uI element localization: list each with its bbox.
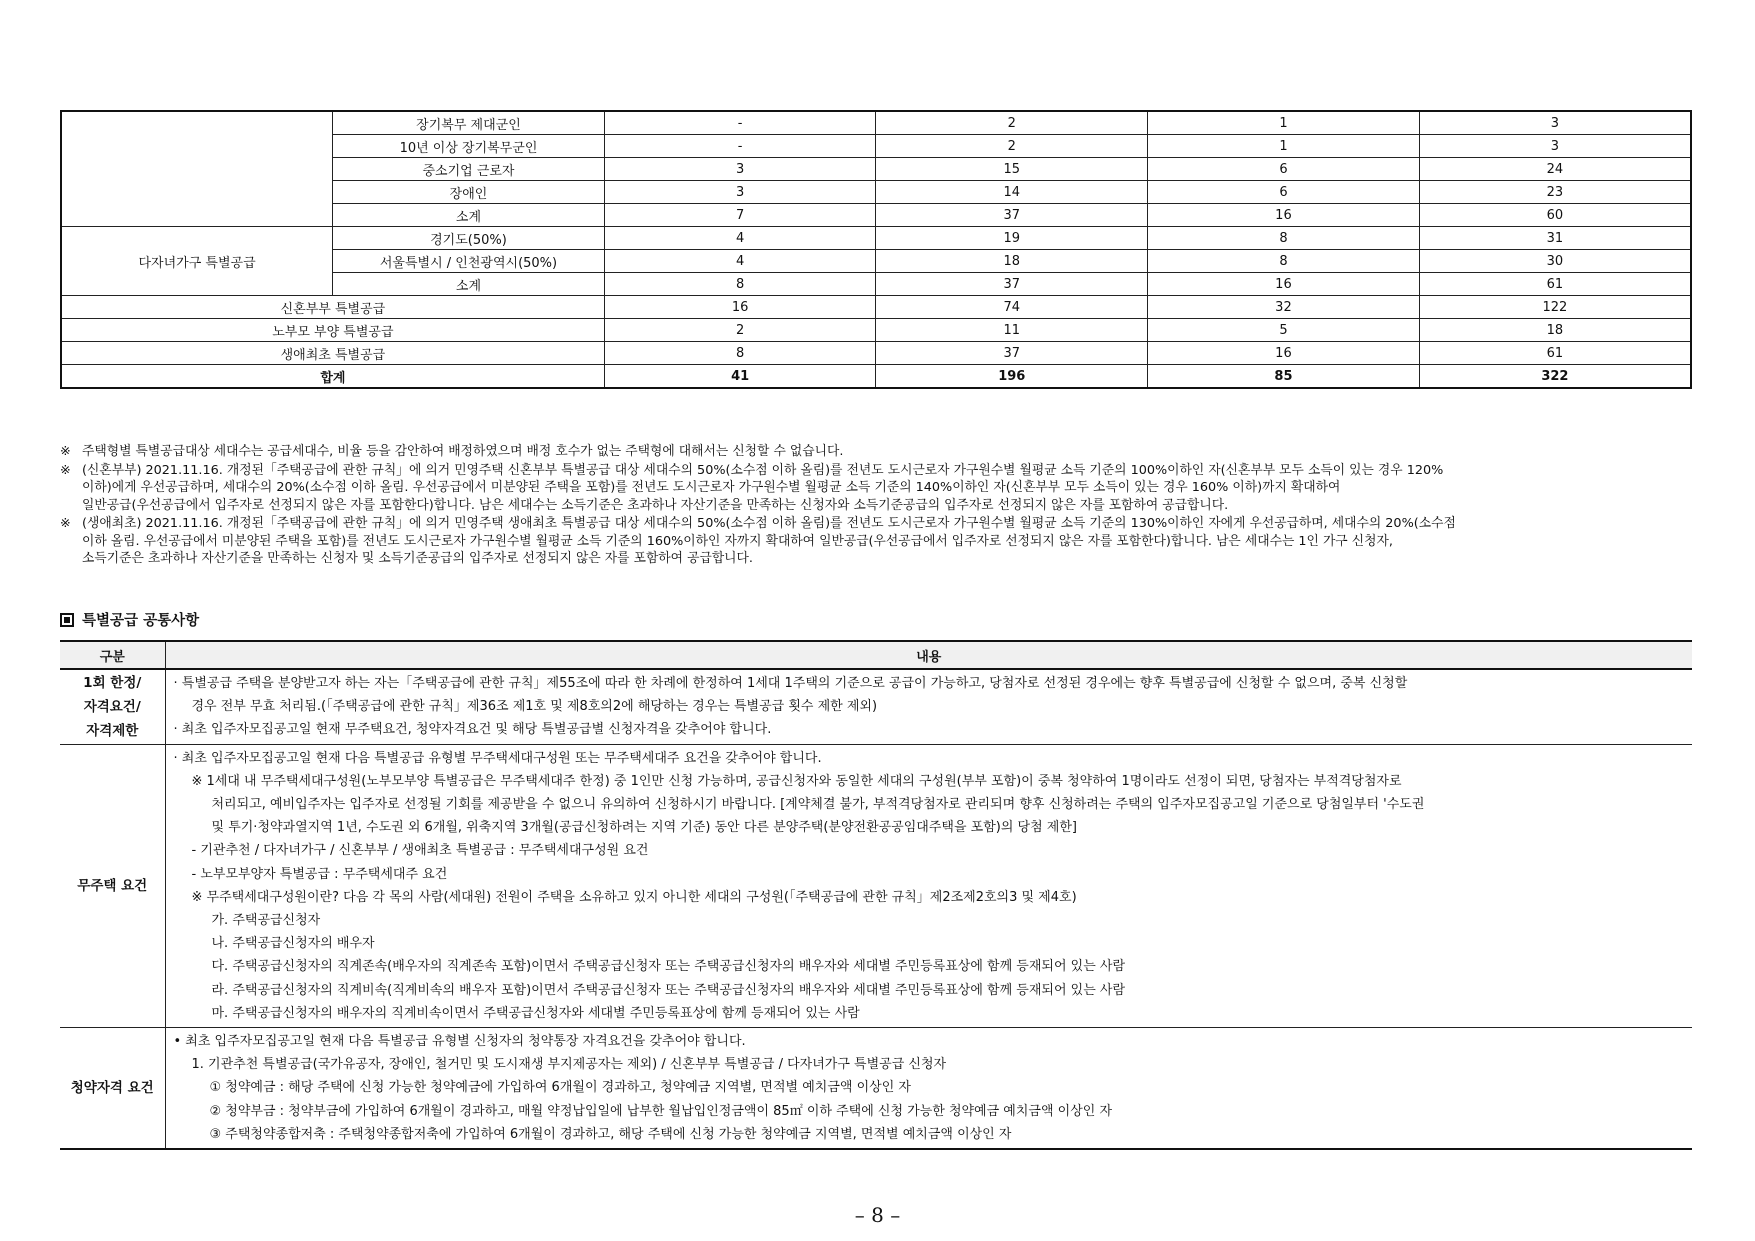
content-line: - 기관추천 / 다자녀가구 / 신혼부부 / 생애최초 특별공급 : 무주택세대구성원 요건 [191, 843, 649, 859]
category-cell: 무주택 요건 [60, 744, 165, 1027]
value-cell: 8 [604, 273, 876, 296]
content-line: • 최초 입주자모집공고일 현재 다음 특별공급 유형별 신청자의 청약통장 자격요건을 갖추어야 합니다. [173, 1034, 746, 1050]
content-line: 라. 주택공급신청자의 직계비속(직계비속의 배우자 포함)이면서 주택공급신청자 또는 주택공급신청자의 배우자와 세대별 주민등록표상에 함께 등재되어 있는 사람 [211, 982, 1126, 998]
category-cell: 노부모 부양 특별공급 [61, 319, 604, 342]
value-cell: 3 [604, 181, 876, 204]
value-cell: 24 [1419, 158, 1691, 181]
note-item [60, 515, 1710, 568]
content-line: 및 투기·청약과열지역 1년, 수도권 외 6개월, 위축지역 3개월(공급신청하려는 지역 기준) 동안 다른 분양주택(분양전환공공임대주택을 포함)의 당첨 제한] [211, 820, 1077, 836]
value-cell: 85 [1148, 365, 1420, 389]
value-cell: 32 [1148, 296, 1420, 319]
value-cell: 11 [876, 319, 1148, 342]
note-mark: ※ [60, 516, 71, 531]
value-cell: 2 [876, 135, 1148, 158]
content-line: ① 청약예금 : 해당 주택에 신청 가능한 청약예금에 가입하여 6개월이 경과하고, 청약예금 지역별, 면적별 예치금액 이상인 자 [209, 1080, 911, 1096]
value-cell: 3 [604, 158, 876, 181]
value-cell: 41 [604, 365, 876, 389]
content-line: · 특별공급 주택을 분양받고자 하는 자는「주택공급에 관한 규칙」제55조에 따라 한 차례에 한정하여 1세대 1주택의 기준으로 공급이 가능하고, 당첨자로 선정된 경우에는 향후 특별공급에 신청할 수 없으며, 중복 신청할 [173, 676, 1408, 691]
category-cell: 청약자격 요건 [60, 1028, 165, 1150]
category-cell: 생애최초 특별공급 [61, 342, 604, 365]
value-cell: 6 [1148, 181, 1420, 204]
value-cell: 3 [1419, 135, 1691, 158]
table-row [61, 342, 1691, 365]
value-cell: 30 [1419, 250, 1691, 273]
table-row [61, 111, 1691, 135]
category-cell: 1회 한정/ 자격요건/ 자격제한 [60, 669, 165, 744]
value-cell: 61 [1419, 273, 1691, 296]
content-cell [165, 744, 1692, 1027]
value-cell: 60 [1419, 204, 1691, 227]
note-mark: ※ [60, 444, 71, 459]
value-cell: 196 [876, 365, 1148, 389]
note-item [60, 462, 1710, 515]
section-title-text: 특별공급 공통사항 [82, 613, 200, 629]
content-line: 가. 주택공급신청자 [211, 913, 321, 929]
category-cell: 합계 [61, 365, 604, 389]
subcategory-cell: 장기복무 제대군인 [333, 111, 605, 135]
table-row [61, 296, 1691, 319]
value-cell: 37 [876, 342, 1148, 365]
value-cell: 74 [876, 296, 1148, 319]
value-cell: 4 [604, 250, 876, 273]
subcategory-cell: 소계 [333, 204, 605, 227]
header-category: 구분 [60, 641, 165, 669]
value-cell: 2 [604, 319, 876, 342]
value-cell: 8 [604, 342, 876, 365]
value-cell: 1 [1148, 135, 1420, 158]
value-cell: 14 [876, 181, 1148, 204]
category-cell: 신혼부부 특별공급 [61, 296, 604, 319]
subcategory-cell: 소계 [333, 273, 605, 296]
note-text: (생애최초) 2021.11.16. 개정된「주택공급에 관한 규칙」에 의거 민영주택 생애최초 특별공급 대상 세대수의 50%(소수점 이하 올림)를 전년도 도시근로자 가구원수별 월평균 소득 기준의 130%이하인 자에게 우선공급하며, 세대수의 20%(소수점 이하 올림. 우선공급에서 미분양된 주택을 포함)를 전년도 도시근로자 가구원수별 월평균 소득 기준의 160%이하인 자까지 확대하여 일반공급(우선공급에서 입주자로 선정되지 않은 자를 포함한다)합니다. 남은 세대수는 1인 가구 신청자, 소득기준은 초과하나 자산기준을 만족하는 신청자 및 소득기준공급의 입주자로 선정되지 않은 자를 포함하여 공급합니다. [82, 516, 1456, 566]
common-requirements-table [60, 640, 1692, 1150]
note-mark: ※ [60, 462, 71, 478]
content-line: 1. 기관추천 특별공급(국가유공자, 장애인, 철거민 및 도시재생 부지제공자는 제외) / 신혼부부 특별공급 / 다자녀가구 특별공급 신청자 [191, 1057, 947, 1073]
content-line: 마. 주택공급신청자의 배우자의 직계비속이면서 주택공급신청자와 세대별 주민등록표상에 함께 등재되어 있는 사람 [211, 1005, 860, 1021]
value-cell: 2 [876, 111, 1148, 135]
value-cell: 5 [1148, 319, 1420, 342]
subcategory-cell: 10년 이상 장기복무군인 [333, 135, 605, 158]
total-row [61, 365, 1691, 389]
group-cell: 다자녀가구 특별공급 [61, 227, 333, 296]
table-row [61, 227, 1691, 250]
value-cell: 16 [1148, 273, 1420, 296]
content-line: 다. 주택공급신청자의 직계존속(배우자의 직계존속 포함)이면서 주택공급신청자 또는 주택공급신청자의 배우자와 세대별 주민등록표상에 함께 등재되어 있는 사람 [211, 959, 1126, 975]
content-cell [165, 1028, 1692, 1150]
content-line: 처리되고, 예비입주자는 입주자로 선정될 기회를 제공받을 수 없으니 유의하여 신청하시기 바랍니다. [계약체결 불가, 부적격당첨자로 관리되며 향후 신청하려는 주택의 입주자모집공고일 기준으로 당첨일부터 '수도권 [211, 797, 1425, 813]
value-cell: 16 [1148, 342, 1420, 365]
value-cell: 4 [604, 227, 876, 250]
value-cell: 7 [604, 204, 876, 227]
value-cell: 6 [1148, 158, 1420, 181]
subcategory-cell: 서울특별시 / 인천광역시(50%) [333, 250, 605, 273]
table-row [60, 669, 1692, 744]
value-cell: 31 [1419, 227, 1691, 250]
value-cell: 8 [1148, 250, 1420, 273]
value-cell: 1 [1148, 111, 1420, 135]
content-line: · 최초 입주자모집공고일 현재 무주택요건, 청약자격요건 및 해당 특별공급별 신청자격을 갖추어야 합니다. [173, 722, 772, 738]
value-cell: - [604, 135, 876, 158]
square-bullet-icon [60, 613, 74, 627]
subcategory-cell: 경기도(50%) [333, 227, 605, 250]
value-cell: 122 [1419, 296, 1691, 319]
value-cell: 37 [876, 204, 1148, 227]
note-text: 주택형별 특별공급대상 세대수는 공급세대수, 비율 등을 감안하여 배정하였으며 배정 호수가 없는 주택형에 대해서는 신청할 수 없습니다. [82, 444, 844, 459]
value-cell: 18 [876, 250, 1148, 273]
group-cell [61, 111, 333, 227]
content-cell [165, 669, 1692, 744]
value-cell: - [604, 111, 876, 135]
subcategory-cell: 장애인 [333, 181, 605, 204]
table-row [60, 744, 1692, 1027]
content-line: ※ 1세대 내 무주택세대구성원(노부모부양 특별공급은 무주택세대주 한정) 중 1인만 신청 가능하며, 공급신청자와 동일한 세대의 구성원(부부 포함)이 중복 청약하여 1명이라도 선정이 되면, 당첨자는 부적격당첨자로 [191, 773, 1402, 789]
value-cell: 15 [876, 158, 1148, 181]
content-line: 나. 주택공급신청자의 배우자 [211, 936, 375, 952]
value-cell: 37 [876, 273, 1148, 296]
table-row [61, 319, 1691, 342]
value-cell: 23 [1419, 181, 1691, 204]
header-content: 내용 [165, 641, 1692, 669]
value-cell: 16 [1148, 204, 1420, 227]
note-text: (신혼부부) 2021.11.16. 개정된「주택공급에 관한 규칙」에 의거 민영주택 신혼부부 특별공급 대상 세대수의 50%(소수점 이하 올림)를 전년도 도시근로자 가구원수별 월평균 소득 기준의 100%이하인 자(신혼부부 모두 소득이 있는 경우 120% 이하)에게 우선공급하며, 세대수의 20%(소수점 이하 올림. 우선공급에서 미분양된 주택을 포함)를 전년도 도시근로자 가구원수별 월평균 소득 기준의 140%이하인 자(신혼부부 모두 소득이 있는 경우 160% 이하)까지 확대하여 일반공급(우선공급에서 입주자로 선정되지 않은 자를 포함한다)합니다. 남은 세대수는 소득기준은 초과하나 자산기준을 만족하는 신청자와 소득기준공급의 입주자로 선정되지 않은 자를 포함하여 공급합니다. [82, 462, 1444, 513]
content-line: ※ 무주택세대구성원이란? 다음 각 목의 사람(세대원) 전원이 주택을 소유하고 있지 아니한 세대의 구성원(「주택공급에 관한 규칙」제2조제2호의3 및 제4호) [191, 889, 1077, 905]
allocation-table [60, 110, 1692, 389]
value-cell: 16 [604, 296, 876, 319]
value-cell: 61 [1419, 342, 1691, 365]
content-line: ③ 주택청약종합저축 : 주택청약종합저축에 가입하여 6개월이 경과하고, 해당 주택에 신청 가능한 청약예금 지역별, 면적별 예치금액 이상인 자 [209, 1126, 1012, 1142]
subcategory-cell: 중소기업 근로자 [333, 158, 605, 181]
common-table-header [60, 641, 1692, 669]
section-title [60, 609, 199, 630]
notes-block [60, 443, 1710, 569]
value-cell: 3 [1419, 111, 1691, 135]
note-item [60, 443, 1710, 461]
value-cell: 18 [1419, 319, 1691, 342]
table-row [60, 1028, 1692, 1150]
page-number: – 8 – [854, 1203, 901, 1227]
content-line: ② 청약부금 : 청약부금에 가입하여 6개월이 경과하고, 매월 약정납입일에 납부한 월납입인정금액이 85㎡ 이하 주택에 신청 가능한 청약예금 예치금액 이상인 자 [209, 1103, 1113, 1119]
value-cell: 322 [1419, 365, 1691, 389]
value-cell: 8 [1148, 227, 1420, 250]
content-line: - 노부모부양자 특별공급 : 무주택세대주 요건 [191, 866, 448, 882]
value-cell: 19 [876, 227, 1148, 250]
content-line: 경우 전부 무효 처리됨.(「주택공급에 관한 규칙」제36조 제1호 및 제8호의2에 해당하는 경우는 특별공급 횟수 제한 제외) [191, 699, 878, 715]
content-line: · 최초 입주자모집공고일 현재 다음 특별공급 유형별 무주택세대구성원 또는 무주택세대주 요건을 갖추어야 합니다. [173, 750, 822, 766]
